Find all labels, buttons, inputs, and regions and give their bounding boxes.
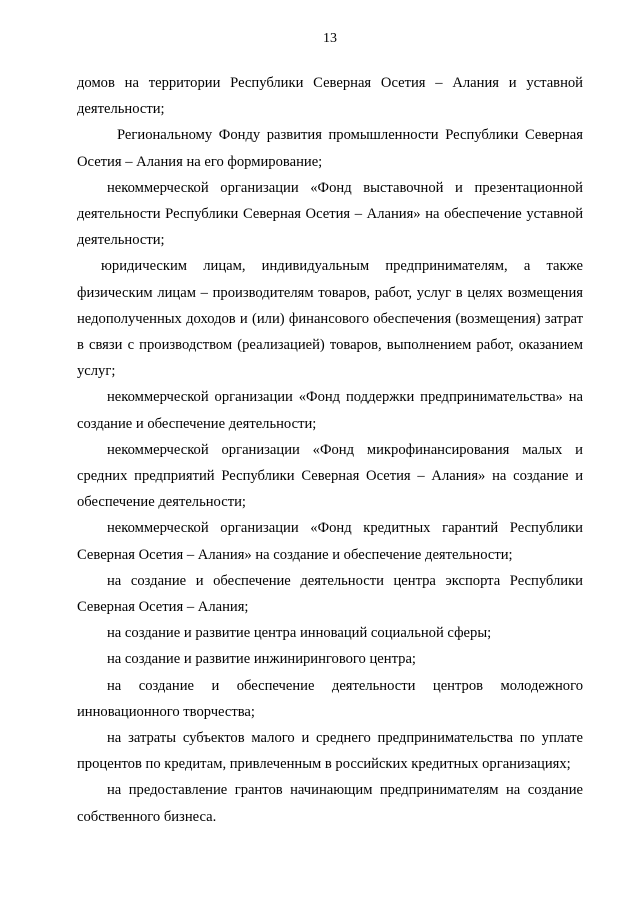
paragraph-5: некоммерческой организации «Фонд поддержки предпринимательства» на создание и обеспечение деятельности; (77, 389, 583, 432)
paragraph-13: на предоставление грантов начинающим предпринимателям на создание собственного бизнеса. (77, 782, 583, 825)
paragraph-11: на создание и обеспечение деятельности центров молодежного инновационного творчества; (77, 677, 583, 720)
paragraph-6: некоммерческой организации «Фонд микрофинансирования малых и средних предприятий Республики Северная Осетия – Алания» на создание и обеспечение деятельности; (77, 441, 583, 511)
paragraph-2: Региональному Фонду развития промышленности Республики Северная Осетия – Алания на его формирование; (77, 127, 583, 170)
paragraph-1: домов на территории Республики Северная Осетия – Алания и уставной деятельности; (77, 75, 583, 118)
page-number: 13 (323, 31, 337, 46)
paragraph-12: на затраты субъектов малого и среднего предпринимательства по уплате процентов по кредитам, привлеченным в российских кредитных организациях; (77, 730, 583, 773)
paragraph-8: на создание и обеспечение деятельности центра экспорта Республики Северная Осетия – Алания; (77, 572, 583, 616)
paragraph-10: на создание и развитие инжинирингового центра; (107, 651, 416, 668)
paragraph-9: на создание и развитие центра инноваций социальной сферы; (107, 625, 492, 642)
paragraph-3: некоммерческой организации «Фонд выставочной и презентационной деятельности Республики Северная Осетия – Алания» на обеспечение уставной деятельности; (77, 179, 583, 249)
paragraph-7: некоммерческой организации «Фонд кредитных гарантий Республики Северная Осетия – Алания» на создание и обеспечение деятельности; (77, 520, 583, 563)
document-page (77, 30, 583, 830)
paragraph-4: юридическим лицам, индивидуальным предпринимателям, а также физическим лицам – производителям товаров, работ, услуг в целях возмещения недополученных доходов и (или) финансового обеспечения (возмещения) затрат в связи с производством (реализацией) товаров, выполнением работ, оказанием услуг; (77, 258, 583, 380)
